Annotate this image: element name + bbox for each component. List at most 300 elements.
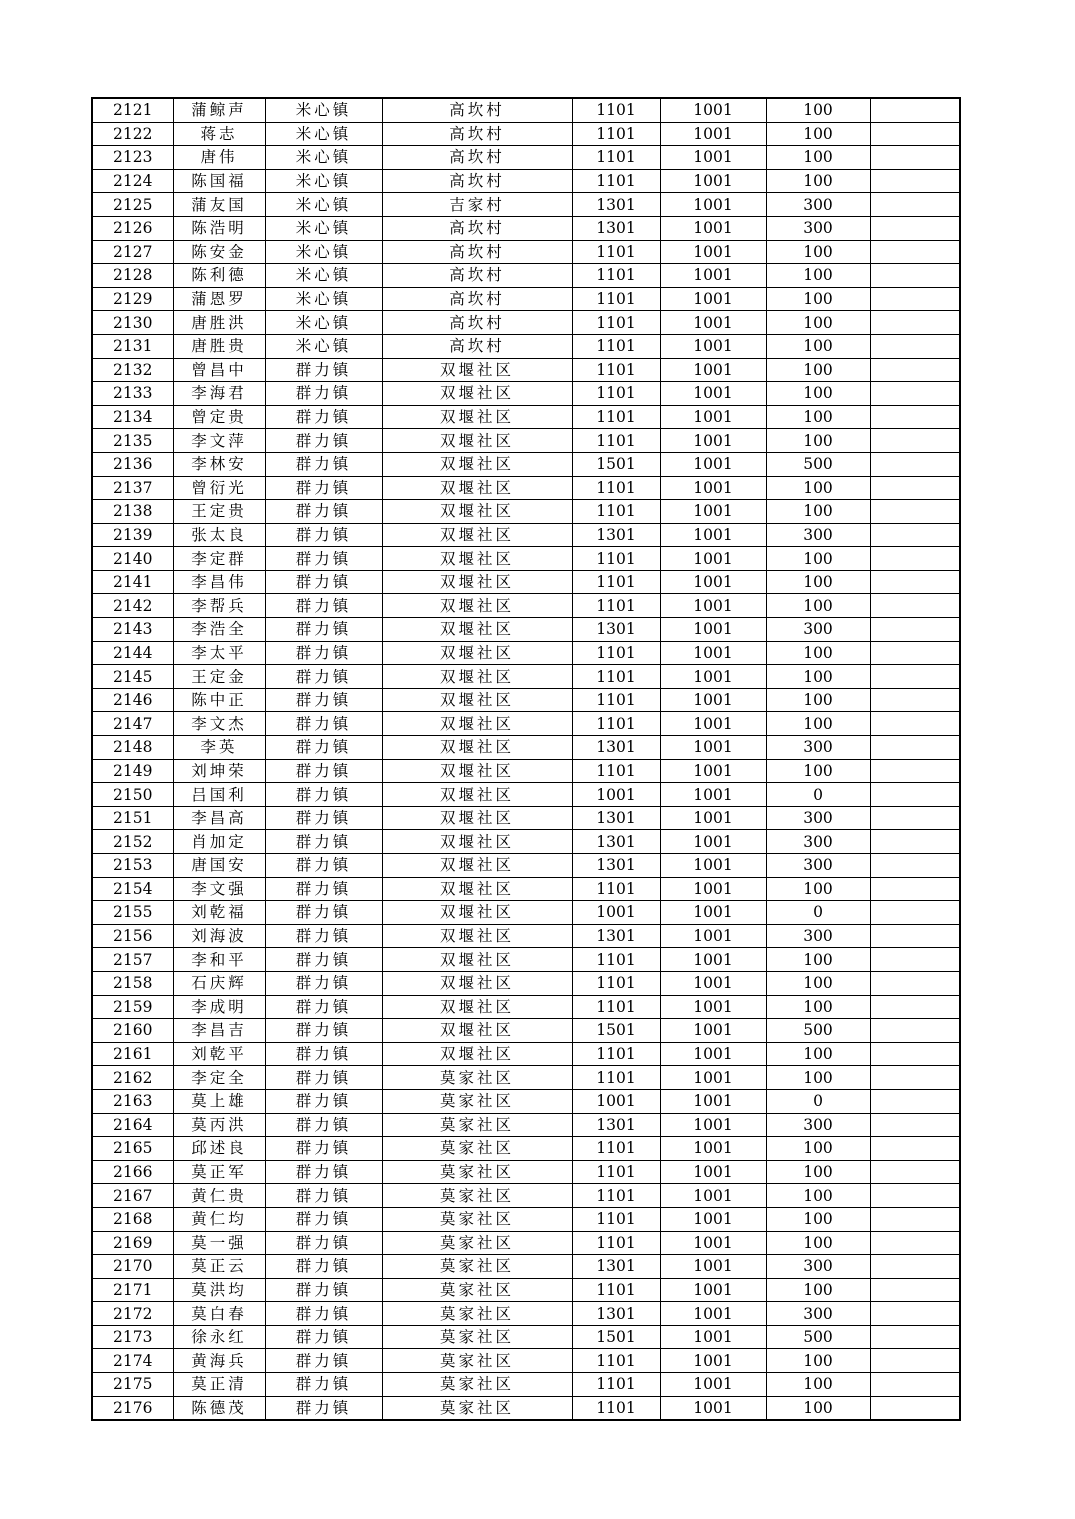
category-code: 1101	[572, 1373, 660, 1397]
town-name: 群力镇	[265, 1325, 382, 1349]
table-row	[92, 193, 960, 217]
amount-value: 100	[766, 877, 870, 901]
village-name: 双堰社区	[382, 971, 572, 995]
category-code: 1501	[572, 1019, 660, 1043]
row-number: 2156	[92, 924, 173, 948]
note-cell	[870, 570, 960, 594]
amount-value: 100	[766, 264, 870, 288]
table-row	[92, 1042, 960, 1066]
person-name: 李昌吉	[173, 1019, 265, 1043]
village-name: 双堰社区	[382, 995, 572, 1019]
row-number: 2163	[92, 1089, 173, 1113]
amount-value: 100	[766, 1066, 870, 1090]
row-number: 2131	[92, 334, 173, 358]
town-name: 群力镇	[265, 547, 382, 571]
town-name: 群力镇	[265, 736, 382, 760]
person-name: 肖加定	[173, 830, 265, 854]
town-name: 群力镇	[265, 759, 382, 783]
table-row	[92, 146, 960, 170]
base-code: 1001	[660, 334, 766, 358]
amount-value: 500	[766, 1325, 870, 1349]
note-cell	[870, 736, 960, 760]
row-number: 2138	[92, 500, 173, 524]
village-name: 莫家社区	[382, 1184, 572, 1208]
note-cell	[870, 806, 960, 830]
village-name: 莫家社区	[382, 1231, 572, 1255]
base-code: 1001	[660, 358, 766, 382]
amount-value: 100	[766, 1396, 870, 1420]
person-name: 陈国福	[173, 169, 265, 193]
amount-value: 100	[766, 311, 870, 335]
table-row	[92, 901, 960, 925]
category-code: 1101	[572, 1160, 660, 1184]
village-name: 高坎村	[382, 146, 572, 170]
table-row	[92, 216, 960, 240]
note-cell	[870, 641, 960, 665]
row-number: 2165	[92, 1137, 173, 1161]
table-row	[92, 1089, 960, 1113]
table-row	[92, 1349, 960, 1373]
person-name: 莫正清	[173, 1373, 265, 1397]
category-code: 1101	[572, 1042, 660, 1066]
village-name: 双堰社区	[382, 1019, 572, 1043]
base-code: 1001	[660, 641, 766, 665]
base-code: 1001	[660, 193, 766, 217]
village-name: 双堰社区	[382, 924, 572, 948]
note-cell	[870, 382, 960, 406]
person-name: 李林安	[173, 452, 265, 476]
row-number: 2153	[92, 854, 173, 878]
note-cell	[870, 358, 960, 382]
person-name: 唐伟	[173, 146, 265, 170]
amount-value: 100	[766, 146, 870, 170]
amount-value: 100	[766, 665, 870, 689]
person-name: 李浩全	[173, 618, 265, 642]
table-row	[92, 1019, 960, 1043]
town-name: 群力镇	[265, 783, 382, 807]
person-name: 刘乾福	[173, 901, 265, 925]
person-name: 石庆辉	[173, 971, 265, 995]
person-name: 曾昌中	[173, 358, 265, 382]
table-row	[92, 311, 960, 335]
table-row	[92, 500, 960, 524]
village-name: 双堰社区	[382, 358, 572, 382]
village-name: 高坎村	[382, 287, 572, 311]
town-name: 群力镇	[265, 806, 382, 830]
row-number: 2126	[92, 216, 173, 240]
table-row	[92, 854, 960, 878]
base-code: 1001	[660, 476, 766, 500]
village-name: 双堰社区	[382, 759, 572, 783]
category-code: 1101	[572, 1231, 660, 1255]
amount-value: 300	[766, 618, 870, 642]
amount-value: 100	[766, 1231, 870, 1255]
village-name: 莫家社区	[382, 1349, 572, 1373]
amount-value: 100	[766, 948, 870, 972]
person-name: 莫洪均	[173, 1278, 265, 1302]
table-row	[92, 924, 960, 948]
person-name: 李昌高	[173, 806, 265, 830]
village-name: 双堰社区	[382, 618, 572, 642]
category-code: 1101	[572, 405, 660, 429]
base-code: 1001	[660, 1231, 766, 1255]
amount-value: 300	[766, 736, 870, 760]
village-name: 莫家社区	[382, 1160, 572, 1184]
amount-value: 300	[766, 854, 870, 878]
base-code: 1001	[660, 1349, 766, 1373]
amount-value: 500	[766, 1019, 870, 1043]
note-cell	[870, 971, 960, 995]
person-name: 李文强	[173, 877, 265, 901]
base-code: 1001	[660, 1396, 766, 1420]
village-name: 莫家社区	[382, 1325, 572, 1349]
note-cell	[870, 287, 960, 311]
town-name: 米心镇	[265, 240, 382, 264]
town-name: 群力镇	[265, 995, 382, 1019]
table-row	[92, 759, 960, 783]
note-cell	[870, 146, 960, 170]
town-name: 米心镇	[265, 311, 382, 335]
person-name: 唐胜洪	[173, 311, 265, 335]
amount-value: 100	[766, 122, 870, 146]
person-name: 李昌伟	[173, 570, 265, 594]
town-name: 群力镇	[265, 712, 382, 736]
amount-value: 100	[766, 1042, 870, 1066]
row-number: 2148	[92, 736, 173, 760]
category-code: 1101	[572, 688, 660, 712]
category-code: 1101	[572, 169, 660, 193]
note-cell	[870, 783, 960, 807]
note-cell	[870, 264, 960, 288]
row-number: 2122	[92, 122, 173, 146]
table-row	[92, 688, 960, 712]
category-code: 1101	[572, 547, 660, 571]
note-cell	[870, 334, 960, 358]
town-name: 群力镇	[265, 358, 382, 382]
person-name: 曾定贵	[173, 405, 265, 429]
row-number: 2130	[92, 311, 173, 335]
table-row	[92, 1160, 960, 1184]
category-code: 1101	[572, 971, 660, 995]
table-row	[92, 1231, 960, 1255]
base-code: 1001	[660, 1042, 766, 1066]
town-name: 群力镇	[265, 1278, 382, 1302]
base-code: 1001	[660, 806, 766, 830]
table-row	[92, 995, 960, 1019]
base-code: 1001	[660, 1278, 766, 1302]
category-code: 1301	[572, 216, 660, 240]
town-name: 米心镇	[265, 216, 382, 240]
town-name: 群力镇	[265, 1349, 382, 1373]
village-name: 双堰社区	[382, 712, 572, 736]
category-code: 1101	[572, 429, 660, 453]
category-code: 1301	[572, 193, 660, 217]
table-row	[92, 1373, 960, 1397]
town-name: 群力镇	[265, 877, 382, 901]
town-name: 群力镇	[265, 1255, 382, 1279]
person-name: 陈中正	[173, 688, 265, 712]
row-number: 2132	[92, 358, 173, 382]
village-name: 莫家社区	[382, 1278, 572, 1302]
note-cell	[870, 830, 960, 854]
person-name: 蒋志	[173, 122, 265, 146]
base-code: 1001	[660, 1066, 766, 1090]
row-number: 2149	[92, 759, 173, 783]
row-number: 2154	[92, 877, 173, 901]
town-name: 群力镇	[265, 429, 382, 453]
table-row	[92, 1207, 960, 1231]
table-row	[92, 1278, 960, 1302]
row-number: 2160	[92, 1019, 173, 1043]
base-code: 1001	[660, 901, 766, 925]
village-name: 双堰社区	[382, 570, 572, 594]
row-number: 2164	[92, 1113, 173, 1137]
town-name: 群力镇	[265, 1160, 382, 1184]
category-code: 1101	[572, 877, 660, 901]
person-name: 李文萍	[173, 429, 265, 453]
amount-value: 300	[766, 1302, 870, 1326]
person-name: 莫正云	[173, 1255, 265, 1279]
amount-value: 100	[766, 334, 870, 358]
table-row	[92, 806, 960, 830]
town-name: 群力镇	[265, 1066, 382, 1090]
village-name: 双堰社区	[382, 452, 572, 476]
row-number: 2127	[92, 240, 173, 264]
village-name: 高坎村	[382, 98, 572, 122]
person-name: 陈利德	[173, 264, 265, 288]
row-number: 2174	[92, 1349, 173, 1373]
person-name: 刘海波	[173, 924, 265, 948]
village-name: 双堰社区	[382, 877, 572, 901]
amount-value: 100	[766, 712, 870, 736]
person-name: 唐胜贵	[173, 334, 265, 358]
village-name: 双堰社区	[382, 901, 572, 925]
table-row	[92, 240, 960, 264]
amount-value: 300	[766, 830, 870, 854]
town-name: 米心镇	[265, 264, 382, 288]
note-cell	[870, 1160, 960, 1184]
category-code: 1301	[572, 618, 660, 642]
table-row	[92, 641, 960, 665]
town-name: 群力镇	[265, 971, 382, 995]
table-row	[92, 1066, 960, 1090]
base-code: 1001	[660, 1137, 766, 1161]
row-number: 2157	[92, 948, 173, 972]
town-name: 米心镇	[265, 146, 382, 170]
row-number: 2170	[92, 1255, 173, 1279]
person-name: 莫白春	[173, 1302, 265, 1326]
person-name: 王定金	[173, 665, 265, 689]
town-name: 米心镇	[265, 98, 382, 122]
amount-value: 300	[766, 216, 870, 240]
row-number: 2139	[92, 523, 173, 547]
village-name: 高坎村	[382, 169, 572, 193]
row-number: 2124	[92, 169, 173, 193]
amount-value: 100	[766, 1207, 870, 1231]
base-code: 1001	[660, 995, 766, 1019]
table-row	[92, 547, 960, 571]
category-code: 1101	[572, 358, 660, 382]
amount-value: 100	[766, 995, 870, 1019]
village-name: 双堰社区	[382, 665, 572, 689]
note-cell	[870, 594, 960, 618]
base-code: 1001	[660, 382, 766, 406]
amount-value: 100	[766, 1160, 870, 1184]
town-name: 群力镇	[265, 1207, 382, 1231]
note-cell	[870, 1066, 960, 1090]
person-name: 莫上雄	[173, 1089, 265, 1113]
row-number: 2128	[92, 264, 173, 288]
row-number: 2150	[92, 783, 173, 807]
village-name: 双堰社区	[382, 948, 572, 972]
amount-value: 100	[766, 405, 870, 429]
village-name: 双堰社区	[382, 1042, 572, 1066]
category-code: 1101	[572, 1137, 660, 1161]
village-name: 莫家社区	[382, 1089, 572, 1113]
note-cell	[870, 948, 960, 972]
amount-value: 100	[766, 1278, 870, 1302]
amount-value: 100	[766, 1137, 870, 1161]
category-code: 1101	[572, 122, 660, 146]
table-row	[92, 523, 960, 547]
base-code: 1001	[660, 500, 766, 524]
category-code: 1101	[572, 995, 660, 1019]
base-code: 1001	[660, 1302, 766, 1326]
row-number: 2171	[92, 1278, 173, 1302]
note-cell	[870, 169, 960, 193]
note-cell	[870, 1184, 960, 1208]
person-name: 莫丙洪	[173, 1113, 265, 1137]
town-name: 群力镇	[265, 476, 382, 500]
category-code: 1301	[572, 924, 660, 948]
town-name: 米心镇	[265, 287, 382, 311]
category-code: 1001	[572, 901, 660, 925]
roster-body	[92, 98, 960, 1420]
category-code: 1301	[572, 854, 660, 878]
table-row	[92, 1302, 960, 1326]
row-number: 2146	[92, 688, 173, 712]
category-code: 1101	[572, 240, 660, 264]
village-name: 高坎村	[382, 334, 572, 358]
person-name: 李帮兵	[173, 594, 265, 618]
base-code: 1001	[660, 169, 766, 193]
amount-value: 300	[766, 193, 870, 217]
roster-table	[91, 97, 961, 1421]
town-name: 群力镇	[265, 1137, 382, 1161]
row-number: 2158	[92, 971, 173, 995]
base-code: 1001	[660, 570, 766, 594]
amount-value: 0	[766, 783, 870, 807]
amount-value: 300	[766, 924, 870, 948]
base-code: 1001	[660, 523, 766, 547]
table-row	[92, 1255, 960, 1279]
note-cell	[870, 240, 960, 264]
category-code: 1101	[572, 1066, 660, 1090]
note-cell	[870, 618, 960, 642]
table-row	[92, 618, 960, 642]
row-number: 2144	[92, 641, 173, 665]
person-name: 黄仁贵	[173, 1184, 265, 1208]
category-code: 1101	[572, 1184, 660, 1208]
table-row	[92, 1137, 960, 1161]
village-name: 莫家社区	[382, 1113, 572, 1137]
note-cell	[870, 216, 960, 240]
category-code: 1501	[572, 452, 660, 476]
village-name: 高坎村	[382, 264, 572, 288]
person-name: 李定群	[173, 547, 265, 571]
table-row	[92, 830, 960, 854]
village-name: 双堰社区	[382, 736, 572, 760]
table-row	[92, 712, 960, 736]
category-code: 1101	[572, 98, 660, 122]
base-code: 1001	[660, 1019, 766, 1043]
village-name: 莫家社区	[382, 1207, 572, 1231]
person-name: 李海君	[173, 382, 265, 406]
person-name: 曾衍光	[173, 476, 265, 500]
base-code: 1001	[660, 1089, 766, 1113]
row-number: 2121	[92, 98, 173, 122]
note-cell	[870, 665, 960, 689]
person-name: 刘乾平	[173, 1042, 265, 1066]
amount-value: 100	[766, 971, 870, 995]
category-code: 1301	[572, 736, 660, 760]
amount-value: 100	[766, 570, 870, 594]
note-cell	[870, 1231, 960, 1255]
base-code: 1001	[660, 547, 766, 571]
note-cell	[870, 122, 960, 146]
note-cell	[870, 877, 960, 901]
category-code: 1101	[572, 641, 660, 665]
amount-value: 100	[766, 429, 870, 453]
row-number: 2133	[92, 382, 173, 406]
town-name: 群力镇	[265, 1089, 382, 1113]
base-code: 1001	[660, 736, 766, 760]
town-name: 群力镇	[265, 1373, 382, 1397]
row-number: 2167	[92, 1184, 173, 1208]
person-name: 陈安金	[173, 240, 265, 264]
table-row	[92, 665, 960, 689]
person-name: 蒲恩罗	[173, 287, 265, 311]
row-number: 2143	[92, 618, 173, 642]
note-cell	[870, 311, 960, 335]
amount-value: 100	[766, 547, 870, 571]
row-number: 2152	[92, 830, 173, 854]
amount-value: 100	[766, 1184, 870, 1208]
village-name: 莫家社区	[382, 1302, 572, 1326]
category-code: 1001	[572, 1089, 660, 1113]
note-cell	[870, 688, 960, 712]
person-name: 黄仁均	[173, 1207, 265, 1231]
row-number: 2175	[92, 1373, 173, 1397]
amount-value: 100	[766, 169, 870, 193]
town-name: 米心镇	[265, 334, 382, 358]
amount-value: 100	[766, 500, 870, 524]
category-code: 1101	[572, 1207, 660, 1231]
base-code: 1001	[660, 618, 766, 642]
category-code: 1301	[572, 1255, 660, 1279]
person-name: 陈德茂	[173, 1396, 265, 1420]
amount-value: 100	[766, 688, 870, 712]
note-cell	[870, 1019, 960, 1043]
person-name: 张太良	[173, 523, 265, 547]
row-number: 2136	[92, 452, 173, 476]
row-number: 2134	[92, 405, 173, 429]
base-code: 1001	[660, 287, 766, 311]
note-cell	[870, 98, 960, 122]
category-code: 1101	[572, 1278, 660, 1302]
note-cell	[870, 1137, 960, 1161]
amount-value: 300	[766, 1255, 870, 1279]
